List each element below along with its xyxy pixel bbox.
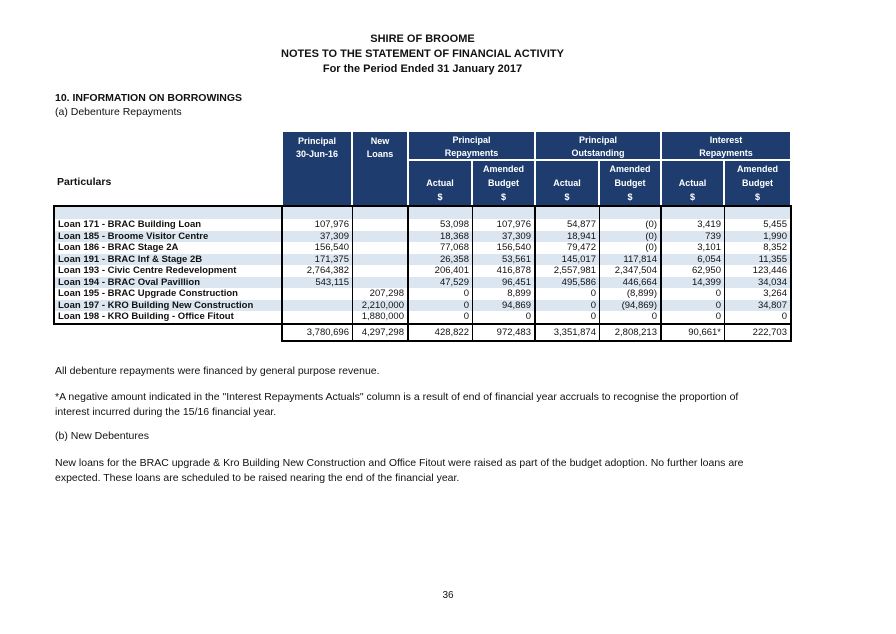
debenture-repayments-table [53,132,792,342]
table-row: Loan 186 - BRAC Stage 2A 156,540 77,068 156,540 79,472 (0) 3,101 8,352 [55,242,790,254]
page-number: 36 [442,590,454,601]
footnote-line1: *A negative amount indicated in the "Interest Repayments Actuals" column is a result of end of financial year accruals to recognise the proportion of [55,391,739,403]
table-body [53,205,792,325]
spacer-row [55,207,790,219]
table-header [55,132,790,205]
subsection-b-heading: (b) New Debentures [55,430,149,442]
new-debentures-line2: expected. These loans are scheduled to be raised nearing the end of the financial year. [55,472,460,484]
doc-title: NOTES TO THE STATEMENT OF FINANCIAL ACTIVITY [281,48,564,60]
table-row: Loan 185 - Broome Visitor Centre 37,309 18,368 37,309 18,941 (0) 739 1,990 [55,231,790,243]
note-financed: All debenture repayments were financed by general purpose revenue. [55,365,380,377]
sub-header-pr-amended-budget: Amended Budget $ [473,161,536,205]
sub-header-po-amended-budget: Amended Budget $ [600,161,662,205]
sub-header-po-actual: Actual $ [536,161,600,205]
period-title: For the Period Ended 31 January 2017 [322,63,523,75]
footnote-line2: interest incurred during the 15/16 financial year. [55,406,277,418]
group-header-principal-outstanding: Principal Outstanding [536,132,662,161]
group-header-principal-repayments: Principal Repayments [409,132,536,161]
col-header-new-loans: New Loans [353,132,409,205]
particulars-header: Particulars [57,176,112,188]
table-row: Loan 191 - BRAC Inf & Stage 2B 171,375 26,358 53,561 145,017 117,814 6,054 11,355 [55,254,790,266]
table-row: Loan 171 - BRAC Building Loan 107,976 53,098 107,976 54,877 (0) 3,419 5,455 [55,219,790,231]
table-row: Loan 194 - BRAC Oval Pavillion 543,115 47,529 96,451 495,586 446,664 14,399 34,034 [55,277,790,289]
col-header-principal-30jun16: Principal 30-Jun-16 [283,132,353,205]
sub-header-ir-amended-budget: Amended Budget $ [725,161,790,205]
table-row: Loan 193 - Civic Centre Redevelopment 2,764,382 206,401 416,878 2,557,981 2,347,504 62,950 123,446 [55,265,790,277]
table-row: Loan 198 - KRO Building - Office Fitout 1,880,000 0 0 0 0 0 0 [55,311,790,323]
table-row: Loan 197 - KRO Building New Construction 2,210,000 0 94,869 0 (94,869) 0 34,807 [55,300,790,312]
subsection-a-heading: (a) Debenture Repayments [55,106,182,118]
group-header-interest-repayments: Interest Repayments [662,132,790,161]
sub-header-ir-actual: Actual $ [662,161,725,205]
table-row: Loan 195 - BRAC Upgrade Construction 207,298 0 8,899 0 (8,899) 0 3,264 [55,288,790,300]
section-heading: 10. INFORMATION ON BORROWINGS [55,92,243,104]
document-header [55,32,790,77]
new-debentures-line1: New loans for the BRAC upgrade & Kro Building New Construction and Office Fitout were raised as part of the budget adoption. No further loans are [55,457,744,469]
totals-row: 3,780,696 4,297,298 428,822 972,483 3,351,874 2,808,213 90,661* 222,703 [281,325,792,342]
sub-header-pr-actual: Actual $ [409,161,473,205]
org-title: SHIRE OF BROOME [370,33,475,45]
